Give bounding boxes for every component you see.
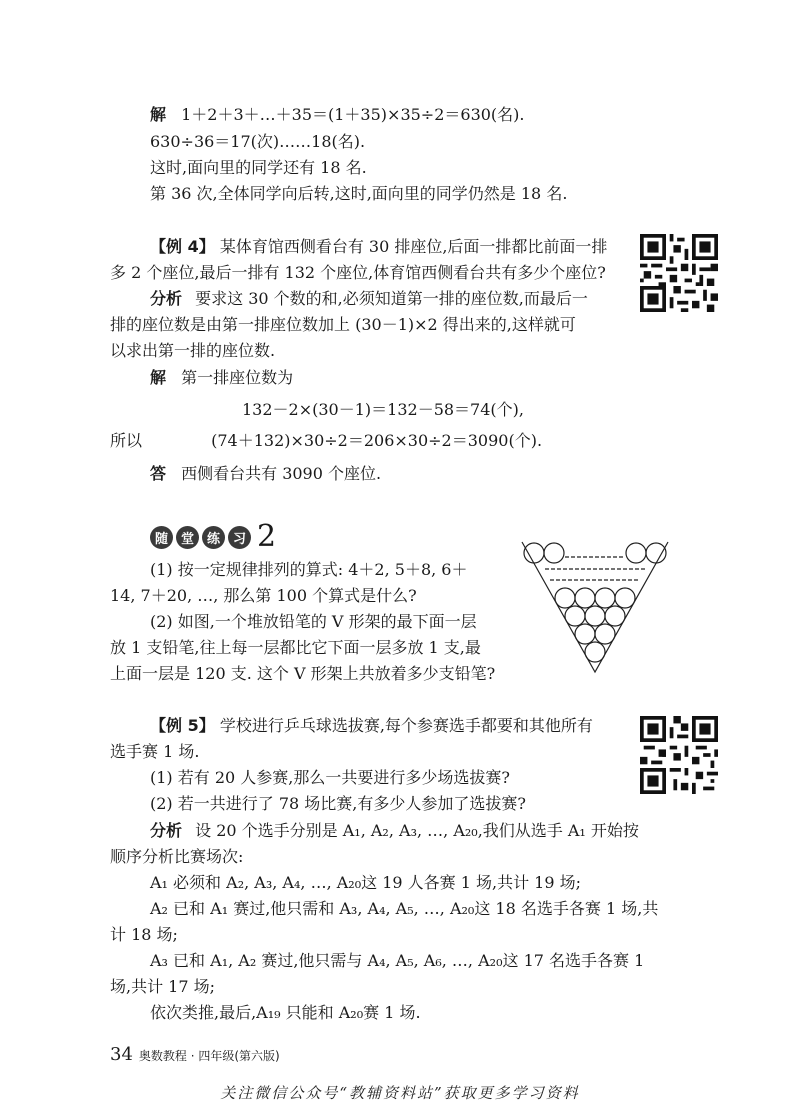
practice-q1b: 14, 7＋20, …, 那么第 100 个算式是什么? — [110, 586, 417, 605]
example5-q2: (2) 若一共进行了 78 场比赛,有多少人参加了选拔赛? — [150, 794, 526, 813]
v-rack-figure — [520, 540, 670, 675]
example4-line1 — [150, 236, 607, 258]
practice-badge-3: 练 — [202, 526, 225, 549]
example4-eq2-row — [110, 430, 542, 452]
solution2-text: 第一排座位数为 — [181, 368, 294, 387]
example5-a2: 顺序分析比赛场次: — [110, 847, 244, 866]
example4-analysis2: 排的座位数是由第一排座位数加上 (30－1)×2 得出来的,这样就可 — [110, 315, 576, 334]
solution2-label: 解 — [150, 368, 167, 387]
so-label: 所以 — [110, 431, 143, 450]
example4-analysis1 — [150, 288, 588, 310]
solution-line3: 这时,面向里的同学还有 18 名. — [150, 158, 367, 177]
answer-text: 西侧看台共有 3090 个座位. — [181, 464, 382, 483]
qr-code-icon[interactable] — [640, 716, 718, 794]
example5-a4: A₂ 已和 A₁ 赛过,他只需和 A₃, A₄, A₅, …, A₂₀这 18 名选手各赛 1 场,共 — [150, 899, 659, 918]
book-title: 奥数教程 · 四年级(第六版) — [138, 1049, 280, 1063]
page-number: 34 — [110, 1044, 133, 1065]
answer-label: 答 — [150, 464, 167, 483]
solution-label: 解 — [150, 105, 167, 124]
example5-a3: A₁ 必须和 A₂, A₃, A₄, …, A₂₀这 19 人各赛 1 场,共计 19 场; — [150, 873, 582, 892]
practice-number: 2 — [257, 519, 277, 554]
example4-eq2: (74＋132)×30÷2＝206×30÷2＝3090(个). — [211, 431, 543, 450]
example5-line2: 选手赛 1 场. — [110, 742, 200, 761]
page-footer — [110, 1044, 280, 1065]
solution-eq2: 630÷36＝17(次)……18(名). — [150, 132, 366, 151]
example4-analysis3: 以求出第一排的座位数. — [110, 341, 276, 360]
example5-tag: 【例 5】 — [150, 716, 215, 735]
example5-q1: (1) 若有 20 人参赛,那么一共要进行多少场选拔赛? — [150, 768, 510, 787]
example5-a6: A₃ 已和 A₁, A₂ 赛过,他只需与 A₄, A₅, A₆, …, A₂₀这 17 名选手各赛 1 — [150, 951, 645, 970]
example5-analysis1 — [150, 820, 639, 842]
promo-note: 关注微信公众号“教辅资料站”获取更多学习资料 — [220, 1084, 580, 1102]
example4-tag: 【例 4】 — [150, 237, 215, 256]
example4-answer — [150, 463, 381, 485]
practice-header — [150, 519, 277, 554]
practice-badge-4: 习 — [228, 526, 251, 549]
analysis-text1: 要求这 30 个数的和,必须知道第一排的座位数,而最后一 — [195, 289, 588, 308]
practice-q2b: 放 1 支铅笔,往上每一层都比它下面一层多放 1 支,最 — [110, 638, 481, 657]
example5-line1 — [150, 715, 593, 737]
solution-eq1 — [150, 104, 525, 126]
example5-a5: 计 18 场; — [110, 925, 178, 944]
practice-badge-1: 随 — [150, 526, 173, 549]
example5-text1: 学校进行乒乓球选拔赛,每个参赛选手都要和其他所有 — [219, 716, 593, 735]
example4-solution — [150, 367, 293, 389]
example4-text1: 某体育馆西侧看台有 30 排座位,后面一排都比前面一排 — [219, 237, 608, 256]
solution-line4: 第 36 次,全体同学向后转,这时,面向里的同学仍然是 18 名. — [150, 184, 568, 203]
qr-code-icon[interactable] — [640, 234, 718, 312]
analysis2-label: 分析 — [150, 821, 183, 840]
example4-line2: 多 2 个座位,最后一排有 132 个座位,体育馆西侧看台共有多少个座位? — [110, 263, 606, 282]
example5-a7: 场,共计 17 场; — [110, 977, 216, 996]
example5-a8: 依次类推,最后,A₁₉ 只能和 A₂₀赛 1 场. — [150, 1003, 421, 1022]
analysis-label: 分析 — [150, 289, 183, 308]
solution-eq1-text: 1＋2＋3＋…＋35＝(1＋35)×35÷2＝630(名). — [181, 105, 525, 124]
practice-badge-2: 堂 — [176, 526, 199, 549]
example5-a1: 设 20 个选手分别是 A₁, A₂, A₃, …, A₂₀,我们从选手 A₁ 开始按 — [195, 821, 639, 840]
practice-q2a: (2) 如图,一个堆放铅笔的 V 形架的最下面一层 — [150, 612, 477, 631]
example4-eq1: 132－2×(30－1)＝132－58＝74(个), — [242, 400, 524, 419]
practice-q2c: 上面一层是 120 支. 这个 V 形架上共放着多少支铅笔? — [110, 664, 496, 683]
practice-q1a: (1) 按一定规律排列的算式: 4＋2, 5＋8, 6＋ — [150, 560, 468, 579]
